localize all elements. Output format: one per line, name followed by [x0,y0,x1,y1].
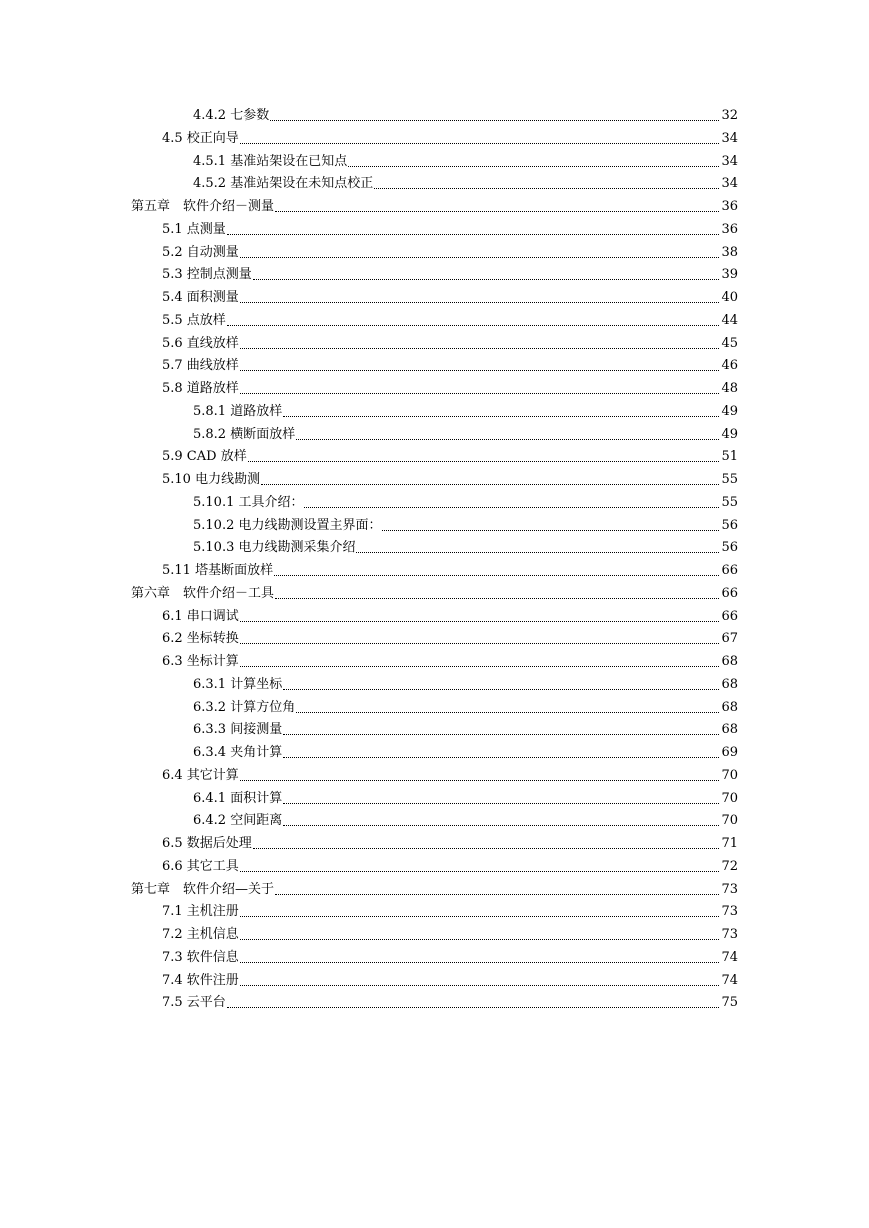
dot-leader [283,719,719,735]
toc-entry-page-number: 66 [721,585,738,601]
toc-entry-title: 5.2 自动测量 [162,244,239,260]
toc-entry-title: 5.8.1 道路放样 [193,403,283,419]
dot-leader [270,105,719,121]
toc-entry-page-number: 74 [721,949,738,965]
dot-leader [240,287,719,303]
toc-entry-title: 4.4.2 七参数 [193,108,270,123]
toc-entry[interactable] [0,719,869,742]
toc-entry[interactable] [0,355,869,378]
dot-leader [283,401,719,417]
toc-entry-title: 7.1 主机注册 [162,904,239,920]
toc-entry-page-number: 68 [721,722,738,738]
toc-entry-title: 4.5 校正向导 [162,130,239,146]
dot-leader [296,697,719,713]
dot-leader [240,378,719,394]
dot-leader [283,674,719,690]
dot-leader [382,515,719,531]
toc-entry-title: 6.1 串口调试 [162,608,239,624]
dot-leader [253,264,719,280]
toc-entry-title: 第七章 软件介绍—关于 [131,881,275,897]
toc-entry-page-number: 38 [721,244,738,260]
toc-entry-title: 5.10 电力线勘测 [162,472,261,487]
toc-entry-title: 5.1 点测量 [162,221,226,237]
toc-entry-title: 5.6 直线放样 [162,335,239,351]
dot-leader [283,788,719,804]
toc-entry[interactable] [0,333,869,356]
toc-entry-page-number: 34 [721,176,738,192]
dot-leader [261,469,719,485]
toc-entry-page-number: 56 [721,540,738,556]
toc-entry[interactable] [0,788,869,811]
toc-entry-page-number: 34 [721,130,738,146]
dot-leader [248,446,719,462]
toc-entry[interactable] [0,446,869,469]
toc-entry-page-number: 70 [721,813,738,829]
dot-leader [240,128,719,144]
toc-entry[interactable] [0,879,869,902]
toc-entry[interactable] [0,628,869,651]
toc-entry-title: 7.5 云平台 [162,995,226,1011]
toc-entry-page-number: 71 [721,836,738,851]
dot-leader [240,628,719,644]
toc-entry-title: 6.3.1 计算坐标 [193,676,283,692]
toc-entry-page-number: 36 [721,221,738,237]
toc-entry-title: 6.3.3 间接测量 [193,722,283,738]
toc-entry-title: 5.7 曲线放样 [162,358,239,374]
toc-entry[interactable] [0,560,869,583]
toc-entry[interactable] [0,606,869,629]
toc-entry-title: 5.10.3 电力线勘测采集介绍 [193,540,356,556]
toc-entry-page-number: 56 [721,517,738,533]
toc-entry[interactable] [0,469,869,492]
dot-leader [275,879,719,895]
toc-entry-title: 4.5.1 基准站架设在已知点 [193,153,348,169]
dot-leader [240,651,719,667]
toc-entry-page-number: 34 [721,153,738,169]
toc-entry-title: 6.2 坐标转换 [162,631,239,647]
toc-entry-page-number: 70 [721,790,738,806]
toc-entry-page-number: 55 [721,472,738,487]
toc-entry-page-number: 70 [721,767,738,783]
toc-entry-title: 6.4.1 面积计算 [193,790,283,806]
dot-leader [253,833,719,849]
toc-entry[interactable] [0,651,869,674]
toc-entry[interactable] [0,196,869,219]
toc-entry-page-number: 40 [721,290,738,305]
dot-leader [240,355,719,371]
toc-entry[interactable] [0,856,869,879]
toc-entry-title: 5.8.2 横断面放样 [193,426,296,442]
toc-entry[interactable] [0,310,869,333]
toc-entry[interactable] [0,992,869,1015]
toc-entry-title: 7.2 主机信息 [162,927,239,942]
toc-entry-page-number: 75 [721,995,738,1011]
dot-leader [240,333,719,349]
toc-entry-page-number: 73 [721,904,738,920]
dot-leader [240,901,719,917]
toc-entry[interactable] [0,697,869,720]
dot-leader [374,173,719,189]
toc-entry-page-number: 67 [721,631,738,647]
toc-entry[interactable] [0,947,869,970]
dot-leader [227,219,719,235]
toc-entry[interactable] [0,264,869,287]
toc-entry-page-number: 49 [721,426,738,442]
toc-entry-page-number: 45 [721,335,738,351]
toc-entry-title: 5.11 塔基断面放样 [162,563,274,578]
toc-entry-title: 5.9 CAD 放样 [162,449,247,465]
toc-entry-title: 5.10.2 电力线勘测设置主界面： [193,517,382,533]
toc-entry-page-number: 73 [721,927,738,942]
dot-leader [274,560,719,576]
dot-leader [348,151,719,167]
toc-entry-page-number: 72 [721,858,738,874]
toc-entry-page-number: 39 [721,267,738,283]
toc-entry-page-number: 32 [721,108,738,123]
table-of-contents [0,105,869,1015]
dot-leader [240,606,719,622]
toc-entry-page-number: 46 [721,358,738,374]
dot-leader [240,856,719,872]
toc-entry[interactable] [0,537,869,560]
toc-entry[interactable] [0,287,869,310]
toc-entry-title: 6.4.2 空间距离 [193,813,283,829]
toc-entry-title: 6.5 数据后处理 [162,836,252,851]
dot-leader [296,424,719,440]
toc-entry[interactable] [0,219,869,242]
toc-entry-title: 6.4 其它计算 [162,767,239,783]
dot-leader [240,924,719,940]
toc-entry-page-number: 68 [721,676,738,692]
dot-leader [240,947,719,963]
toc-entry-title: 5.10.1 工具介绍： [193,494,304,510]
dot-leader [275,583,719,599]
toc-entry[interactable] [0,833,869,856]
toc-entry-title: 5.8 道路放样 [162,381,239,396]
toc-entry[interactable] [0,901,869,924]
toc-entry-page-number: 66 [721,608,738,624]
toc-entry[interactable] [0,242,869,265]
toc-entry[interactable] [0,173,869,196]
toc-entry-title: 第五章 软件介绍－测量 [131,199,275,214]
toc-entry-title: 7.3 软件信息 [162,949,239,965]
toc-entry[interactable] [0,424,869,447]
toc-entry[interactable] [0,583,869,606]
toc-entry-page-number: 36 [721,199,738,214]
toc-entry-page-number: 48 [721,381,738,396]
toc-entry-page-number: 68 [721,654,738,669]
toc-entry-title: 6.3.4 夹角计算 [193,745,283,760]
toc-entry[interactable] [0,128,869,151]
toc-entry[interactable] [0,970,869,993]
toc-entry[interactable] [0,105,869,128]
toc-entry[interactable] [0,492,869,515]
toc-entry-title: 6.3 坐标计算 [162,654,239,669]
toc-entry-page-number: 74 [721,972,738,988]
dot-leader [283,742,719,758]
toc-entry-page-number: 55 [721,494,738,510]
dot-leader [227,992,719,1008]
toc-entry[interactable] [0,378,869,401]
dot-leader [304,492,719,508]
toc-entry[interactable] [0,151,869,174]
toc-entry[interactable] [0,401,869,424]
dot-leader [227,310,719,326]
toc-entry-page-number: 66 [721,563,738,578]
toc-entry-page-number: 49 [721,403,738,419]
toc-entry[interactable] [0,742,869,765]
toc-entry[interactable] [0,810,869,833]
dot-leader [283,810,719,826]
toc-entry[interactable] [0,765,869,788]
toc-entry-title: 4.5.2 基准站架设在未知点校正 [193,176,374,192]
toc-entry-title: 5.4 面积测量 [162,290,239,305]
toc-entry-title: 7.4 软件注册 [162,972,239,988]
dot-leader [240,242,719,258]
toc-entry-page-number: 69 [721,745,738,760]
toc-entry-title: 5.3 控制点测量 [162,267,252,283]
dot-leader [240,970,719,986]
dot-leader [240,765,719,781]
dot-leader [356,537,719,553]
toc-entry-page-number: 73 [721,881,738,897]
toc-entry[interactable] [0,515,869,538]
toc-entry-page-number: 68 [721,699,738,715]
toc-entry-page-number: 44 [721,312,738,328]
toc-entry-title: 6.6 其它工具 [162,858,239,874]
toc-entry[interactable] [0,924,869,947]
dot-leader [275,196,719,212]
toc-entry-page-number: 51 [721,449,738,465]
toc-entry-title: 5.5 点放样 [162,312,226,328]
toc-entry[interactable] [0,674,869,697]
toc-entry-title: 第六章 软件介绍－工具 [131,585,275,601]
toc-entry-title: 6.3.2 计算方位角 [193,699,296,715]
